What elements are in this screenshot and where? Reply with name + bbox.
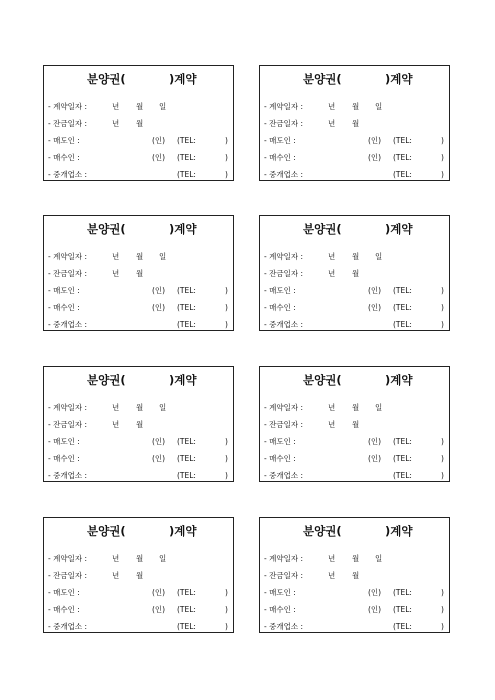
buyer-label: - 매수인 :	[264, 303, 296, 312]
tel-close: )	[225, 454, 228, 463]
card-title-right: )계약	[385, 72, 413, 86]
contract-card	[43, 366, 234, 482]
tel-label: (TEL:	[177, 286, 196, 295]
tel-label: (TEL:	[393, 320, 412, 329]
buyer-row	[260, 604, 449, 616]
seal-label: (인)	[368, 588, 382, 597]
tel-label: (TEL:	[393, 588, 412, 597]
seal-label: (인)	[368, 286, 382, 295]
seal-label: (인)	[368, 303, 382, 312]
month-label: 월	[352, 420, 360, 429]
tel-label: (TEL:	[177, 437, 196, 446]
month-label: 월	[352, 554, 360, 563]
card-title-left: 분양권(	[87, 373, 126, 387]
month-label: 월	[136, 554, 144, 563]
card-title-left: 분양권(	[87, 222, 126, 236]
tel-close: )	[441, 454, 444, 463]
contract-card	[259, 65, 450, 181]
seal-label: (인)	[368, 454, 382, 463]
seller-label: - 매도인 :	[48, 588, 80, 597]
buyer-row	[44, 604, 233, 616]
year-label: 년	[112, 420, 120, 429]
balance-date-label: - 잔금일자 :	[48, 571, 87, 580]
month-label: 월	[136, 102, 144, 111]
year-label: 년	[112, 571, 120, 580]
tel-close: )	[441, 136, 444, 145]
seller-label: - 매도인 :	[48, 136, 80, 145]
agency-label: - 중개업소 :	[264, 622, 303, 631]
year-label: 년	[112, 102, 120, 111]
agency-label: - 중개업소 :	[48, 170, 87, 179]
month-label: 월	[136, 252, 144, 261]
card-title-right: )계약	[385, 524, 413, 538]
contract-date-row	[44, 251, 233, 263]
seal-label: (인)	[368, 136, 382, 145]
contract-date-label: - 계약일자 :	[48, 102, 87, 111]
year-label: 년	[328, 269, 336, 278]
seller-label: - 매도인 :	[264, 588, 296, 597]
agency-label: - 중개업소 :	[264, 170, 303, 179]
month-label: 월	[352, 403, 360, 412]
seal-label: (인)	[368, 153, 382, 162]
contract-card	[43, 215, 234, 331]
agency-row	[260, 621, 449, 633]
tel-close: )	[225, 303, 228, 312]
seal-label: (인)	[152, 588, 166, 597]
seller-label: - 매도인 :	[264, 136, 296, 145]
year-label: 년	[328, 119, 336, 128]
buyer-row	[44, 302, 233, 314]
year-label: 년	[328, 571, 336, 580]
tel-label: (TEL:	[177, 170, 196, 179]
seal-label: (인)	[152, 437, 166, 446]
balance-date-label: - 잔금일자 :	[48, 269, 87, 278]
year-label: 년	[328, 403, 336, 412]
card-title-left: 분양권(	[303, 222, 342, 236]
tel-label: (TEL:	[177, 471, 196, 480]
tel-close: )	[225, 136, 228, 145]
seller-label: - 매도인 :	[264, 437, 296, 446]
tel-label: (TEL:	[393, 471, 412, 480]
year-label: 년	[112, 252, 120, 261]
contract-date-label: - 계약일자 :	[48, 252, 87, 261]
tel-label: (TEL:	[393, 303, 412, 312]
buyer-row	[44, 152, 233, 164]
contract-date-label: - 계약일자 :	[264, 554, 303, 563]
seller-row	[44, 135, 233, 147]
buyer-row	[260, 302, 449, 314]
card-title-left: 분양권(	[87, 524, 126, 538]
card-title	[260, 221, 449, 237]
year-label: 년	[328, 102, 336, 111]
tel-close: )	[441, 471, 444, 480]
balance-date-row	[44, 268, 233, 280]
tel-label: (TEL:	[393, 286, 412, 295]
card-title-left: 분양권(	[303, 373, 342, 387]
contract-date-row	[44, 553, 233, 565]
tel-label: (TEL:	[393, 170, 412, 179]
balance-date-label: - 잔금일자 :	[264, 269, 303, 278]
contract-date-row	[260, 101, 449, 113]
seal-label: (인)	[152, 153, 166, 162]
buyer-label: - 매수인 :	[264, 153, 296, 162]
month-label: 월	[136, 420, 144, 429]
agency-label: - 중개업소 :	[48, 471, 87, 480]
card-title-right: )계약	[169, 222, 197, 236]
card-title	[260, 71, 449, 87]
buyer-label: - 매수인 :	[48, 303, 80, 312]
seal-label: (인)	[152, 136, 166, 145]
agency-row	[260, 470, 449, 482]
seller-label: - 매도인 :	[48, 286, 80, 295]
day-label: 일	[159, 102, 167, 111]
tel-close: )	[225, 605, 228, 614]
contract-card	[259, 215, 450, 331]
card-title	[44, 523, 233, 539]
month-label: 월	[136, 119, 144, 128]
tel-close: )	[225, 170, 228, 179]
tel-label: (TEL:	[177, 588, 196, 597]
tel-close: )	[225, 153, 228, 162]
buyer-label: - 매수인 :	[48, 454, 80, 463]
year-label: 년	[328, 554, 336, 563]
contract-card	[259, 366, 450, 482]
year-label: 년	[112, 403, 120, 412]
tel-label: (TEL:	[177, 454, 196, 463]
card-title-left: 분양권(	[87, 72, 126, 86]
tel-close: )	[441, 153, 444, 162]
tel-close: )	[225, 437, 228, 446]
card-title-right: )계약	[169, 72, 197, 86]
tel-label: (TEL:	[393, 153, 412, 162]
seller-row	[44, 436, 233, 448]
year-label: 년	[112, 269, 120, 278]
contract-date-label: - 계약일자 :	[48, 554, 87, 563]
card-title-right: )계약	[385, 373, 413, 387]
tel-close: )	[441, 303, 444, 312]
tel-close: )	[441, 622, 444, 631]
balance-date-label: - 잔금일자 :	[48, 420, 87, 429]
balance-date-row	[260, 268, 449, 280]
year-label: 년	[328, 420, 336, 429]
tel-close: )	[441, 320, 444, 329]
day-label: 일	[159, 252, 167, 261]
tel-close: )	[225, 471, 228, 480]
seal-label: (인)	[152, 454, 166, 463]
tel-label: (TEL:	[177, 622, 196, 631]
contract-date-label: - 계약일자 :	[264, 102, 303, 111]
card-title-right: )계약	[169, 373, 197, 387]
balance-date-row	[260, 570, 449, 582]
agency-row	[260, 319, 449, 331]
contract-date-row	[260, 251, 449, 263]
tel-label: (TEL:	[177, 153, 196, 162]
seller-row	[44, 587, 233, 599]
tel-label: (TEL:	[177, 320, 196, 329]
seller-row	[44, 285, 233, 297]
day-label: 일	[159, 403, 167, 412]
tel-label: (TEL:	[177, 605, 196, 614]
contract-card	[259, 517, 450, 633]
agency-row	[44, 470, 233, 482]
month-label: 월	[136, 403, 144, 412]
buyer-row	[260, 152, 449, 164]
seller-row	[260, 436, 449, 448]
year-label: 년	[112, 119, 120, 128]
month-label: 월	[136, 571, 144, 580]
balance-date-row	[44, 570, 233, 582]
balance-date-row	[260, 419, 449, 431]
card-title	[44, 372, 233, 388]
tel-label: (TEL:	[177, 303, 196, 312]
tel-close: )	[441, 588, 444, 597]
day-label: 일	[159, 554, 167, 563]
buyer-label: - 매수인 :	[264, 605, 296, 614]
day-label: 일	[375, 102, 383, 111]
tel-label: (TEL:	[393, 437, 412, 446]
balance-date-row	[260, 118, 449, 130]
contract-date-row	[44, 101, 233, 113]
tel-label: (TEL:	[393, 622, 412, 631]
tel-close: )	[441, 437, 444, 446]
tel-label: (TEL:	[393, 605, 412, 614]
tel-close: )	[225, 588, 228, 597]
tel-close: )	[441, 170, 444, 179]
seal-label: (인)	[152, 303, 166, 312]
card-title-left: 분양권(	[303, 524, 342, 538]
card-title	[44, 71, 233, 87]
balance-date-row	[44, 419, 233, 431]
tel-label: (TEL:	[393, 454, 412, 463]
month-label: 월	[136, 269, 144, 278]
seal-label: (인)	[152, 286, 166, 295]
card-title-right: )계약	[385, 222, 413, 236]
month-label: 월	[352, 571, 360, 580]
balance-date-label: - 잔금일자 :	[48, 119, 87, 128]
contract-card	[43, 517, 234, 633]
month-label: 월	[352, 119, 360, 128]
agency-row	[44, 169, 233, 181]
card-title	[260, 523, 449, 539]
seller-label: - 매도인 :	[264, 286, 296, 295]
agency-row	[260, 169, 449, 181]
balance-date-label: - 잔금일자 :	[264, 119, 303, 128]
month-label: 월	[352, 102, 360, 111]
contract-card	[43, 65, 234, 181]
tel-close: )	[441, 605, 444, 614]
day-label: 일	[375, 252, 383, 261]
day-label: 일	[375, 554, 383, 563]
buyer-label: - 매수인 :	[48, 153, 80, 162]
card-title-left: 분양권(	[303, 72, 342, 86]
contract-date-row	[260, 553, 449, 565]
buyer-row	[44, 453, 233, 465]
agency-row	[44, 621, 233, 633]
agency-label: - 중개업소 :	[48, 320, 87, 329]
tel-close: )	[441, 286, 444, 295]
year-label: 년	[328, 252, 336, 261]
agency-label: - 중개업소 :	[264, 320, 303, 329]
contract-date-label: - 계약일자 :	[48, 403, 87, 412]
balance-date-row	[44, 118, 233, 130]
balance-date-label: - 잔금일자 :	[264, 571, 303, 580]
tel-label: (TEL:	[177, 136, 196, 145]
agency-row	[44, 319, 233, 331]
seal-label: (인)	[368, 605, 382, 614]
contract-date-label: - 계약일자 :	[264, 252, 303, 261]
card-title	[260, 372, 449, 388]
seller-label: - 매도인 :	[48, 437, 80, 446]
month-label: 월	[352, 269, 360, 278]
contract-date-row	[44, 402, 233, 414]
contract-date-label: - 계약일자 :	[264, 403, 303, 412]
balance-date-label: - 잔금일자 :	[264, 420, 303, 429]
month-label: 월	[352, 252, 360, 261]
contract-date-row	[260, 402, 449, 414]
buyer-row	[260, 453, 449, 465]
seller-row	[260, 135, 449, 147]
buyer-label: - 매수인 :	[48, 605, 80, 614]
seller-row	[260, 285, 449, 297]
year-label: 년	[112, 554, 120, 563]
seal-label: (인)	[368, 437, 382, 446]
card-title	[44, 221, 233, 237]
day-label: 일	[375, 403, 383, 412]
seal-label: (인)	[152, 605, 166, 614]
card-title-right: )계약	[169, 524, 197, 538]
buyer-label: - 매수인 :	[264, 454, 296, 463]
tel-close: )	[225, 622, 228, 631]
seller-row	[260, 587, 449, 599]
tel-close: )	[225, 320, 228, 329]
agency-label: - 중개업소 :	[264, 471, 303, 480]
agency-label: - 중개업소 :	[48, 622, 87, 631]
tel-label: (TEL:	[393, 136, 412, 145]
tel-close: )	[225, 286, 228, 295]
